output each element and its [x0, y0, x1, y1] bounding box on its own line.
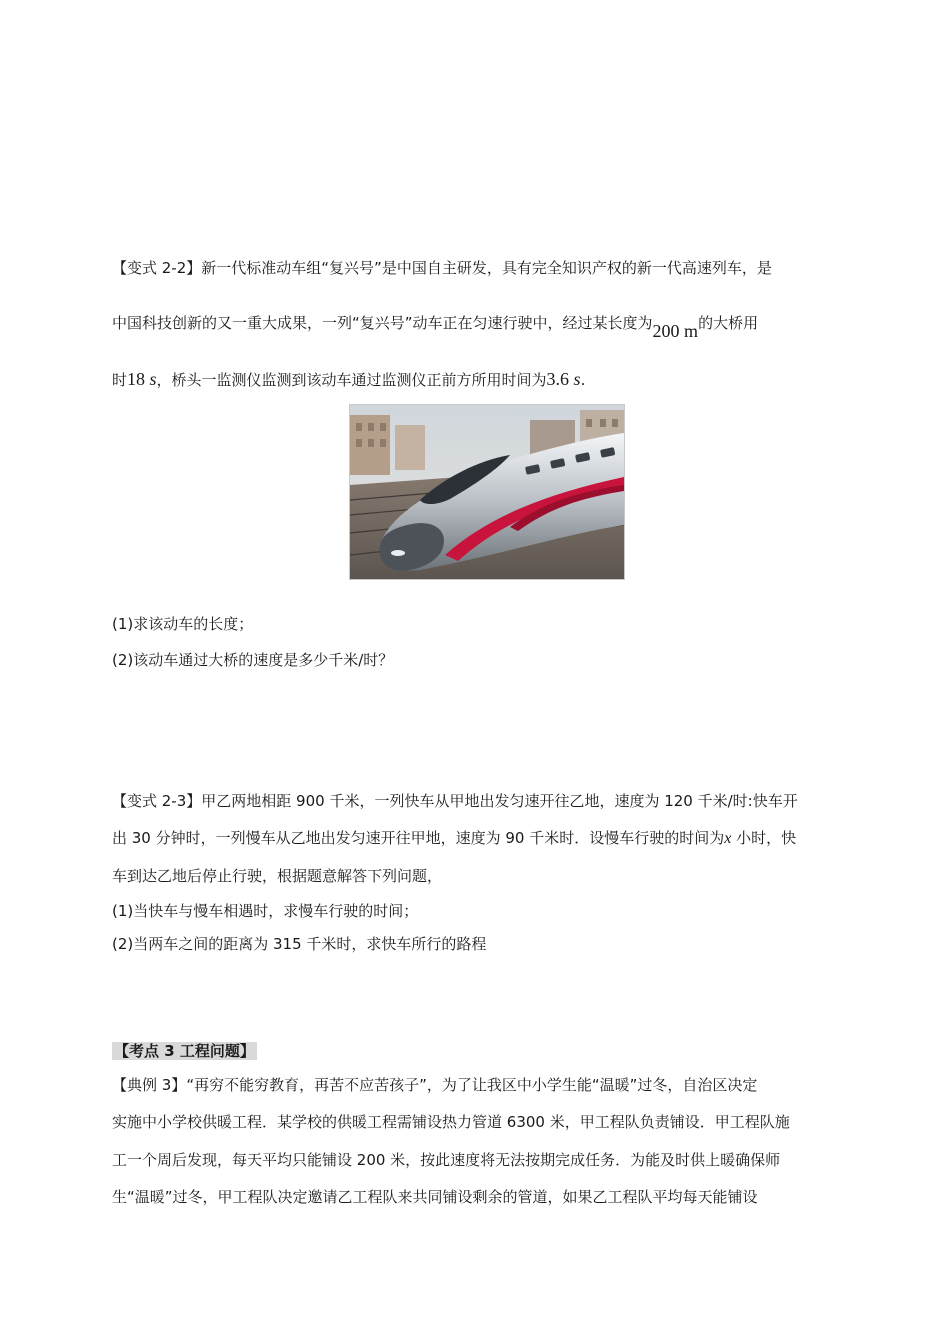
variant-2-2-text-2b: 的大桥用	[698, 314, 759, 332]
variant-2-2-question-2: (2)该动车通过大桥的速度是多少千米/时？	[112, 651, 394, 669]
variant-2-3-text-2b: 小时，快	[731, 829, 797, 847]
example-3-text-1: “再穷不能穷教育，再苦不应苦孩子”，为了让我区中小学生能“温暖”过冬，自治区决定	[186, 1076, 758, 1094]
section-heading-kaodian-3: 【考点 3 工程问题】	[114, 1042, 255, 1060]
time-18-unit: s	[149, 369, 157, 389]
time-18s-math	[127, 369, 157, 389]
variant-2-2-question-1: (1)求该动车的长度；	[112, 615, 254, 633]
time-3-6s-math	[547, 369, 581, 389]
variant-2-3-question-1: (1)当快车与慢车相遇时，求慢车行驶的时间；	[112, 902, 419, 920]
time-3-6-unit: s	[573, 369, 581, 389]
variant-2-2-line-2	[112, 312, 759, 341]
variant-2-2-tag: 【变式 2-2】	[112, 259, 202, 277]
variant-2-2-text-1: 新一代标准动车组“复兴号”是中国自主研发，具有完全知识产权的新一代高速列车，是	[201, 259, 772, 277]
example-3-line-1	[112, 1075, 757, 1095]
variant-2-3-line-3: 车到达乙地后停止行驶，根据题意解答下列问题，	[112, 867, 443, 885]
section-heading-line	[112, 1041, 257, 1061]
fuxing-train-image	[349, 404, 625, 580]
example-3-line-4: 生“温暖”过冬，甲工程队决定邀请乙工程队来共同铺设剩余的管道，如果乙工程队平均每天能铺设	[112, 1188, 758, 1206]
variant-2-2-line-3	[112, 369, 585, 390]
example-3-line-2: 实施中小学校供暖工程．某学校的供暖工程需铺设热力管道 6300 米，甲工程队负责铺设．甲工程队施	[112, 1113, 790, 1131]
bridge-length-math: 200 m	[652, 321, 699, 341]
variable-x: x	[724, 830, 732, 847]
variant-2-2-text-2a: 中国科技创新的又一重大成果，一列“复兴号”动车正在匀速行驶中，经过某长度为	[112, 314, 653, 332]
variant-2-2-line-1	[112, 258, 772, 278]
variant-2-3-text-2a: 出 30 分钟时，一列慢车从乙地出发匀速开往甲地，速度为 90 千米时．设慢车行驶的时间为	[112, 829, 725, 847]
time-18-num: 18	[127, 369, 146, 389]
variant-2-3-line-1	[112, 791, 798, 811]
variant-2-3-question-2: (2)当两车之间的距离为 315 千米时，求快车所行的路程	[112, 935, 487, 953]
variant-2-3-tag: 【变式 2-3】	[112, 792, 202, 810]
example-3-line-3: 工一个周后发现，每天平均只能铺设 200 米，按此速度将无法按期完成任务．为能及时供上暖确保师	[112, 1151, 781, 1169]
variant-2-2-end: .	[580, 371, 586, 389]
variant-2-3-line-2	[112, 828, 796, 849]
example-3-tag: 【典例 3】	[112, 1076, 187, 1094]
variant-2-2-text-3a: 时	[112, 371, 128, 389]
variant-2-2-text-3b: ，桥头一监测仪监测到该动车通过监测仪正前方所用时间为	[156, 371, 547, 389]
time-3-6-num: 3.6	[546, 369, 570, 389]
variant-2-3-text-1: 甲乙两地相距 900 千米，一列快车从甲地出发匀速开往乙地，速度为 120 千米/时:快车开	[201, 792, 798, 810]
